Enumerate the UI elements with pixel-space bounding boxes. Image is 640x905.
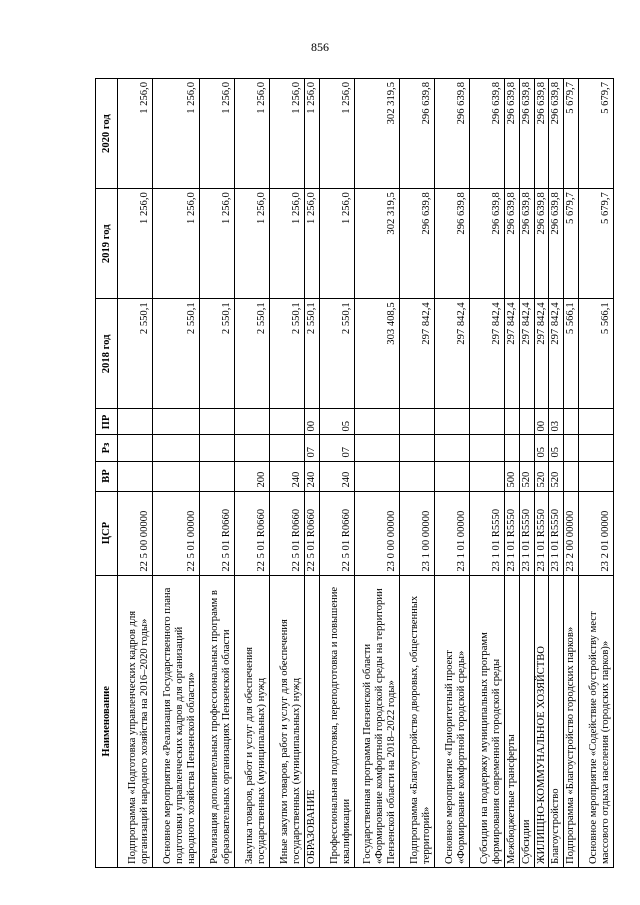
cell-csr: 23 1 01 R5550 (534, 491, 549, 575)
cell-pr: 00 (534, 409, 549, 435)
cell-2019: 296 639,8 (434, 189, 469, 299)
header-2019: 2019 год (96, 189, 118, 299)
cell-rz (579, 435, 614, 461)
header-row (96, 79, 118, 868)
cell-2018: 2 550,1 (200, 299, 235, 409)
cell-rz (354, 435, 399, 461)
cell-rz (469, 435, 504, 461)
table-row (153, 79, 200, 868)
cell-name: Закупка товаров, работ и услуг для обеспечения государственных (муниципальных) нужд (235, 575, 270, 867)
table-row (434, 79, 469, 868)
cell-2018: 297 842,4 (504, 299, 519, 409)
cell-2020: 296 639,8 (519, 79, 534, 189)
cell-name: Реализация дополнительных профессиональных программ в образовательных организациях Пензенской области (200, 575, 235, 867)
cell-csr: 22 5 01 R0660 (319, 491, 354, 575)
table-row (354, 79, 399, 868)
cell-name: Иные закупки товаров, работ и услуг для обеспечения государственных (муниципальных) нужд (270, 575, 305, 867)
table-row (504, 79, 519, 868)
cell-name: Государственная программа Пензенской области «Формирование комфортной городской среды на территории Пензенской области на 2018–2022 годы» (354, 575, 399, 867)
cell-2019: 296 639,8 (534, 189, 549, 299)
cell-pr (200, 409, 235, 435)
cell-vr (434, 461, 469, 491)
cell-csr: 23 2 00 00000 (564, 491, 579, 575)
cell-2020: 1 256,0 (319, 79, 354, 189)
cell-2019: 296 639,8 (469, 189, 504, 299)
budget-table (95, 78, 614, 868)
cell-vr (354, 461, 399, 491)
cell-vr (399, 461, 434, 491)
cell-2019: 1 256,0 (118, 189, 153, 299)
cell-csr: 23 1 01 R5550 (504, 491, 519, 575)
cell-name: Субсидии (519, 575, 534, 867)
table-row (549, 79, 564, 868)
cell-pr: 03 (549, 409, 564, 435)
table-row (319, 79, 354, 868)
cell-rz (153, 435, 200, 461)
cell-2019: 1 256,0 (305, 189, 320, 299)
cell-2018: 5 566,1 (579, 299, 614, 409)
cell-2020: 1 256,0 (153, 79, 200, 189)
table-body (118, 79, 614, 868)
cell-name: Основное мероприятие «Реализация Государственного плана подготовки управленческих кадров для организаций народного хозяйства Пензенской области» (153, 575, 200, 867)
cell-rz (434, 435, 469, 461)
cell-2018: 303 408,5 (354, 299, 399, 409)
cell-2020: 1 256,0 (118, 79, 153, 189)
cell-vr: 200 (235, 461, 270, 491)
cell-2019: 296 639,8 (504, 189, 519, 299)
table-row (399, 79, 434, 868)
cell-csr: 22 5 01 R0660 (235, 491, 270, 575)
cell-csr: 22 5 00 00000 (118, 491, 153, 575)
cell-2018: 2 550,1 (153, 299, 200, 409)
cell-2020: 296 639,8 (504, 79, 519, 189)
cell-name: Основное мероприятие «Приоритетный проект «Формирование комфортной городской среды» (434, 575, 469, 867)
cell-2018: 2 550,1 (118, 299, 153, 409)
header-csr: ЦСР (96, 491, 118, 575)
header-vr: ВР (96, 461, 118, 491)
cell-vr (118, 461, 153, 491)
cell-name: Основное мероприятие «Содействие обустройству мест массового отдыха населения (городских парков)» (579, 575, 614, 867)
cell-pr (469, 409, 504, 435)
cell-pr: 00 (305, 409, 320, 435)
header-name: Наименование (96, 575, 118, 867)
cell-pr (118, 409, 153, 435)
table-row (469, 79, 504, 868)
cell-rz: 07 (305, 435, 320, 461)
cell-2019: 1 256,0 (153, 189, 200, 299)
cell-2019: 5 679,7 (579, 189, 614, 299)
cell-2020: 296 639,8 (534, 79, 549, 189)
cell-vr: 520 (534, 461, 549, 491)
cell-2018: 297 842,4 (469, 299, 504, 409)
cell-2020: 5 679,7 (564, 79, 579, 189)
cell-2018: 5 566,1 (564, 299, 579, 409)
cell-2019: 5 679,7 (564, 189, 579, 299)
cell-2020: 296 639,8 (549, 79, 564, 189)
cell-2019: 302 319,5 (354, 189, 399, 299)
cell-pr (270, 409, 305, 435)
cell-vr: 240 (319, 461, 354, 491)
cell-pr (519, 409, 534, 435)
cell-vr (200, 461, 235, 491)
cell-vr (469, 461, 504, 491)
cell-2020: 1 256,0 (200, 79, 235, 189)
cell-rz: 07 (319, 435, 354, 461)
cell-2018: 297 842,4 (399, 299, 434, 409)
cell-rz (235, 435, 270, 461)
cell-csr: 23 1 01 R5550 (469, 491, 504, 575)
rotated-table-container (95, 78, 612, 868)
header-pr: ПР (96, 409, 118, 435)
cell-2019: 296 639,8 (519, 189, 534, 299)
cell-pr (504, 409, 519, 435)
page-number: 856 (311, 40, 329, 54)
cell-rz (564, 435, 579, 461)
cell-rz (270, 435, 305, 461)
cell-vr (153, 461, 200, 491)
cell-rz (399, 435, 434, 461)
cell-rz (519, 435, 534, 461)
cell-csr: 23 2 01 00000 (579, 491, 614, 575)
table-row (579, 79, 614, 868)
table-row (305, 79, 320, 868)
cell-rz: 05 (549, 435, 564, 461)
cell-2018: 2 550,1 (305, 299, 320, 409)
cell-vr: 520 (549, 461, 564, 491)
cell-name: ОБРАЗОВАНИЕ (305, 575, 320, 867)
header-2020: 2020 год (96, 79, 118, 189)
cell-pr (235, 409, 270, 435)
cell-rz (200, 435, 235, 461)
cell-name: Профессиональная подготовка, переподготовка и повышение квалификации (319, 575, 354, 867)
cell-2019: 1 256,0 (235, 189, 270, 299)
cell-rz: 05 (534, 435, 549, 461)
table-row (118, 79, 153, 868)
cell-2019: 1 256,0 (319, 189, 354, 299)
cell-csr: 23 1 01 00000 (434, 491, 469, 575)
cell-csr: 22 5 01 00000 (153, 491, 200, 575)
cell-2020: 5 679,7 (579, 79, 614, 189)
cell-pr (354, 409, 399, 435)
cell-pr (564, 409, 579, 435)
cell-name: Подпрограмма «Подготовка управленческих кадров для организаций народного хозяйства на 2016–2020 годы» (118, 575, 153, 867)
cell-2020: 1 256,0 (305, 79, 320, 189)
cell-name: ЖИЛИЩНО-КОММУНАЛЬНОЕ ХОЗЯЙСТВО (534, 575, 549, 867)
cell-2018: 297 842,4 (549, 299, 564, 409)
cell-name: Субсидии на поддержку муниципальных программ формирования современной городской среды (469, 575, 504, 867)
table-row (235, 79, 270, 868)
cell-2020: 1 256,0 (270, 79, 305, 189)
cell-csr: 23 1 01 R5550 (519, 491, 534, 575)
cell-2018: 297 842,4 (434, 299, 469, 409)
cell-2018: 297 842,4 (519, 299, 534, 409)
cell-2019: 1 256,0 (200, 189, 235, 299)
cell-csr: 22 5 01 R0660 (270, 491, 305, 575)
cell-pr (399, 409, 434, 435)
table-row (534, 79, 549, 868)
cell-vr: 240 (270, 461, 305, 491)
cell-csr: 22 5 01 R0660 (305, 491, 320, 575)
cell-2020: 302 319,5 (354, 79, 399, 189)
cell-vr: 500 (504, 461, 519, 491)
cell-csr: 23 1 00 00000 (399, 491, 434, 575)
table-row (564, 79, 579, 868)
cell-2020: 296 639,8 (434, 79, 469, 189)
cell-csr: 23 1 01 R5550 (549, 491, 564, 575)
cell-csr: 23 0 00 00000 (354, 491, 399, 575)
cell-2020: 296 639,8 (399, 79, 434, 189)
cell-vr: 520 (519, 461, 534, 491)
cell-2018: 297 842,4 (534, 299, 549, 409)
cell-vr: 240 (305, 461, 320, 491)
table-row (270, 79, 305, 868)
cell-2019: 296 639,8 (549, 189, 564, 299)
header-rz: Рз (96, 435, 118, 461)
cell-vr (564, 461, 579, 491)
cell-name: Межбюджетные трансферты (504, 575, 519, 867)
cell-name: Подпрограмма «Благоустройство городских парков» (564, 575, 579, 867)
cell-pr: 05 (319, 409, 354, 435)
cell-2020: 1 256,0 (235, 79, 270, 189)
cell-pr (434, 409, 469, 435)
cell-2018: 2 550,1 (235, 299, 270, 409)
cell-rz (504, 435, 519, 461)
cell-vr (579, 461, 614, 491)
cell-2018: 2 550,1 (319, 299, 354, 409)
cell-csr: 22 5 01 R0660 (200, 491, 235, 575)
cell-name: Благоустройство (549, 575, 564, 867)
cell-2019: 296 639,8 (399, 189, 434, 299)
cell-2019: 1 256,0 (270, 189, 305, 299)
cell-pr (153, 409, 200, 435)
cell-2020: 296 639,8 (469, 79, 504, 189)
cell-2018: 2 550,1 (270, 299, 305, 409)
table-row (519, 79, 534, 868)
cell-rz (118, 435, 153, 461)
cell-pr (579, 409, 614, 435)
header-2018: 2018 год (96, 299, 118, 409)
table-row (200, 79, 235, 868)
cell-name: Подпрограмма «Благоустройство дворовых, общественных территорий» (399, 575, 434, 867)
